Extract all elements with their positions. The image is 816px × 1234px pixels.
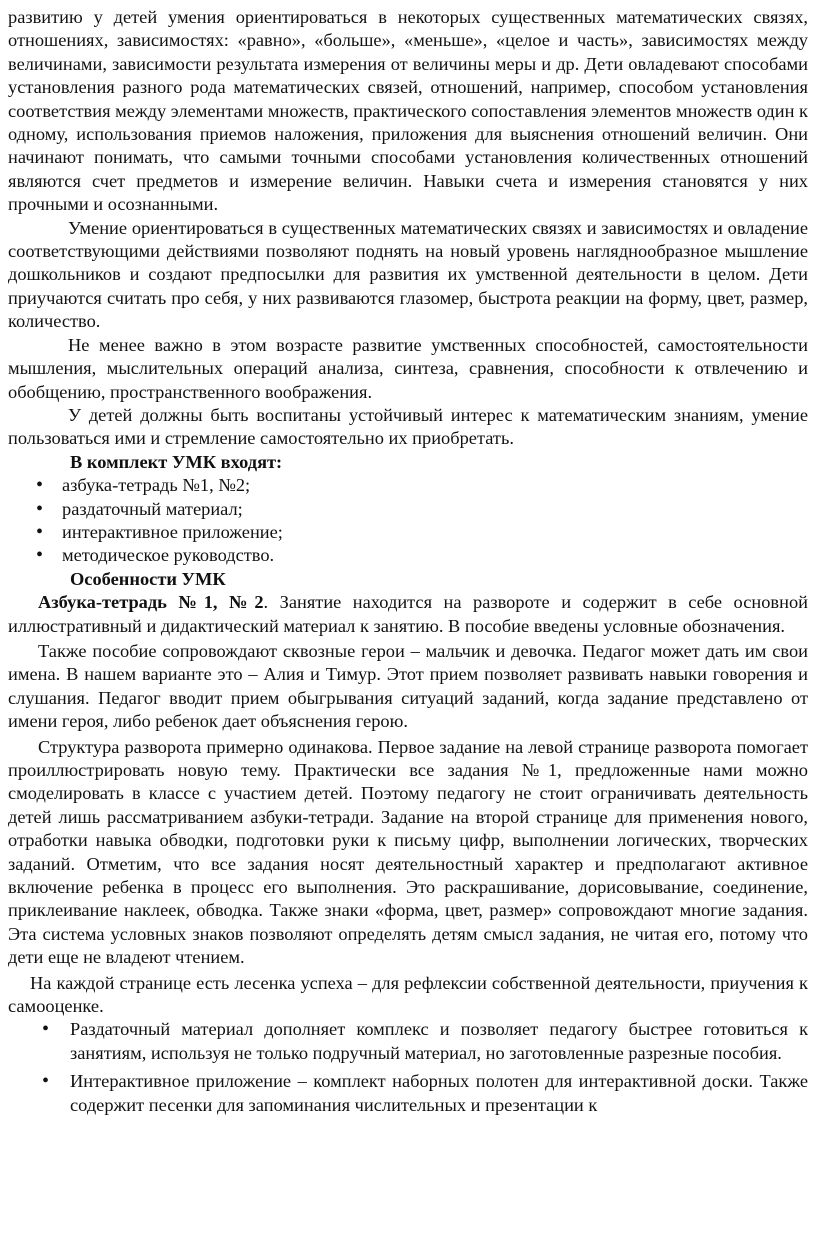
kit-list xyxy=(8,474,808,568)
features-list xyxy=(8,1018,808,1117)
feature-item-handout: • Раздаточный материал дополняет комплекс и позволяет педагогу быстрее готовиться к занятиям, используя не только подручный материал, но заготовленные разрезные пособия. xyxy=(8,1018,808,1065)
paragraph-ladder: На каждой странице есть лесенка успеха – для рефлексии собственной деятельности, приучения к самооценке. xyxy=(8,972,808,1017)
paragraph-math-skills: Умение ориентироваться в существенных математических связях и зависимостях и овладение соответствующими действиями позволяют поднять на новый уровень нагляднообразное мышление дошкольников и создают предпосылки для развития их умственной деятельности в целом. Дети приучаются считать про себя, у них развиваются глазомер, быстрота реакции на форму, цвет, размер, количество. xyxy=(8,217,808,332)
paragraph-structure: Структура разворота примерно одинакова. Первое задание на левой странице разворота помогает проиллюстрировать новую тему. Практически все задания №1, предложенные нами можно смоделировать в классе с участием детей. Поэтому педагогу не стоит ограничивать деятельность детей лишь рассматриванием азбуки-тетради. Задание на второй странице для применения нового, отработки навыка обводки, подготовки руки к письму цифр, выполнении логических, творческих заданий. Отметим, что все задания носят деятельностный характер и предполагают активное включение ребенка в процесс его выполнения. Это раскрашивание, дорисовывание, соединение, приклеивание наклеек, обводка. Также знаки «форма, цвет, размер» сопровождают многие задания. Эта система условных знаков позволяют определять детям смысл задания, не читая его, потому что дети еще не владеют чтением. xyxy=(8,736,808,968)
kit-heading: В комплект УМК входят: xyxy=(70,451,283,472)
paragraph-heroes: Также пособие сопровождают сквозные герои – мальчик и девочка. Педагог может дать им свои имена. В нашем варианте это – Алия и Тимур. Этот прием позволяет развивать навыки говорения и слушания. Педагог вводит прием обыгрывания ситуаций заданий, когда задание представлено от имени героя, либо ребенок дает объяснения герою. xyxy=(8,640,808,732)
kit-item-guide: • методическое руководство. xyxy=(8,544,808,567)
feature-item-interactive: • Интерактивное приложение – комплект наборных полотен для интерактивной доски. Также содержит песенки для запоминания числительных и презентации к xyxy=(8,1070,808,1117)
kit-item-workbook: • азбука-тетрадь №1, №2; xyxy=(8,474,808,497)
kit-item-handout: • раздаточный материал; xyxy=(8,498,808,521)
paragraph-workbook xyxy=(8,591,808,638)
paragraph-mental-abilities: Не менее важно в этом возрасте развитие умственных способностей, самостоятельности мышления, мыслительных операций анализа, синтеза, сравнения, способности к отвлечению и обобщению, пространственного воображения. xyxy=(8,334,808,402)
kit-item-interactive: • интерактивное приложение; xyxy=(8,521,808,544)
workbook-lead: Азбука-тетрадь №1, №2 xyxy=(38,592,264,613)
workbook-text: . Занятие находится на развороте и содержит в себе основной иллюстративный и дидактический материал к занятию. В пособие введены условные обозначения. xyxy=(8,592,808,636)
paragraph-interest: У детей должны быть воспитаны устойчивый интерес к математическим знаниям, умение пользоваться ими и стремление самостоятельно их приобретать. xyxy=(8,404,808,449)
features-heading: Особенности УМК xyxy=(70,568,226,589)
paragraph-math-relations: развитию у детей умения ориентироваться в некоторых существенных математических связях, отношениях, зависимостях: «равно», «больше», «меньше», «целое и часть», зависимостях между величинами, зависимости результата измерения от величины меры и др. Дети овладевают способами установления разного рода математических связей, отношений, например, способом установления соответствия между элементами множеств, практического сопоставления элементов множеств один к одному, использования приемов наложения, приложения для выяснения отношений величин. Они начинают понимать, что самыми точными способами установления количественных отношений являются счет предметов и измерение величин. Навыки счета и измерения становятся у них прочными и осознанными. xyxy=(8,7,808,215)
